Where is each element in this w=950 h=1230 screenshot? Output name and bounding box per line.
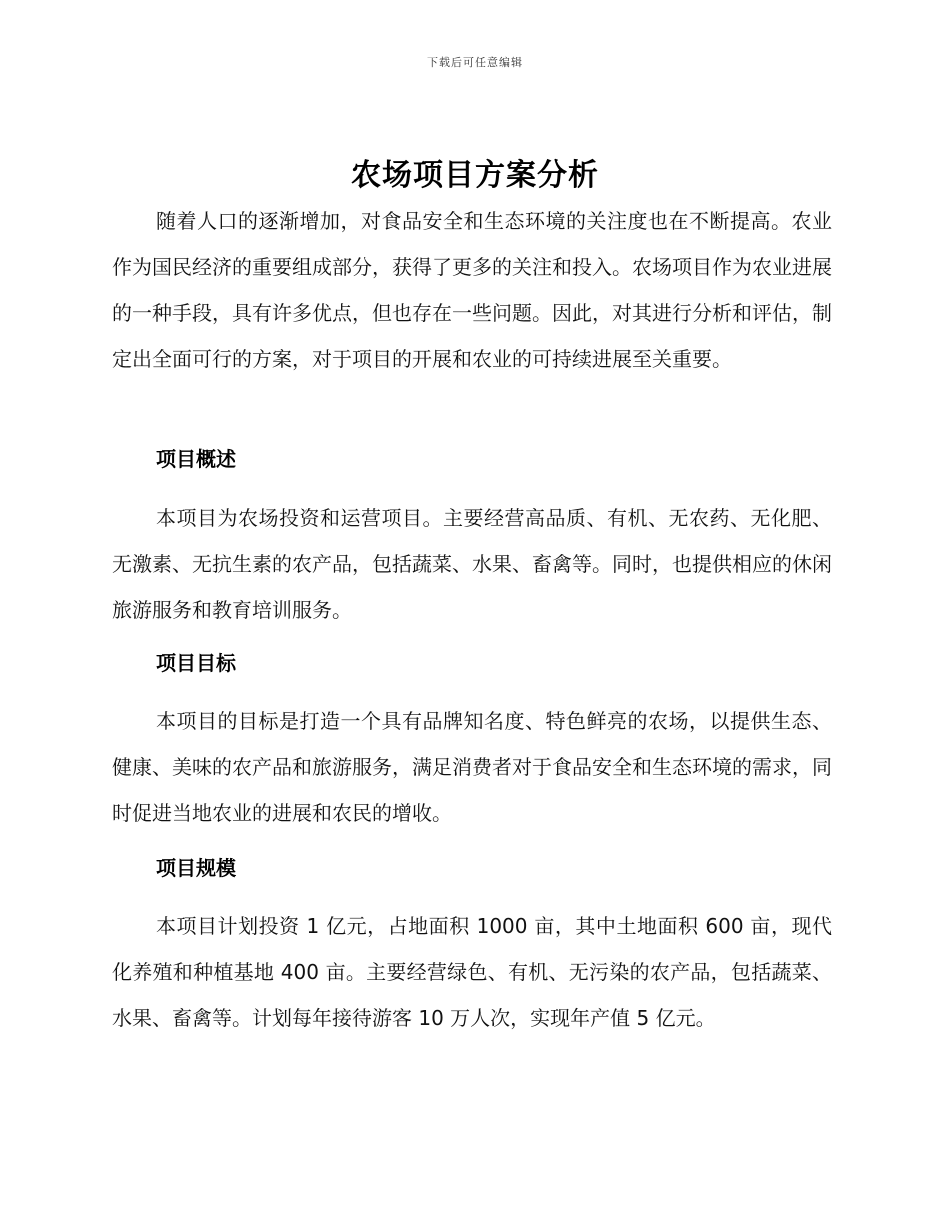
section-heading-goal: 项目目标	[156, 651, 236, 675]
section-paragraph-overview: 本项目为农场投资和运营项目。主要经营高品质、有机、无农药、无化肥、无激素、无抗生素的农产品，包括蔬菜、水果、畜禽等。同时，也提供相应的休闲旅游服务和教育培训服务。	[112, 506, 832, 622]
section-heading-scale: 项目规模	[156, 856, 236, 880]
intro-paragraph: 随着人口的逐渐增加，对食品安全和生态环境的关注度也在不断提高。农业作为国民经济的重要组成部分，获得了更多的关注和投入。农场项目作为农业进展的一种手段，具有许多优点，但也存在一些问题。因此，对其进行分析和评估，制定出全面可行的方案，对于项目的开展和农业的可持续进展至关重要。	[112, 209, 832, 371]
section-paragraph-scale: 本项目计划投资 1 亿元，占地面积 1000 亩，其中土地面积 600 亩，现代化养殖和种植基地 400 亩。主要经营绿色、有机、无污染的农产品，包括蔬菜、水果、畜禽等。计划每年接待游客 10 万人次，实现年产值 5 亿元。	[112, 914, 832, 1030]
document-title: 农场项目方案分析	[351, 158, 599, 193]
section-heading-overview: 项目概述	[156, 447, 236, 471]
header-note: 下载后可任意编辑	[427, 56, 523, 69]
section-paragraph-goal: 本项目的目标是打造一个具有品牌知名度、特色鲜亮的农场，以提供生态、健康、美味的农产品和旅游服务，满足消费者对于食品安全和生态环境的需求，同时促进当地农业的进展和农民的增收。	[112, 709, 832, 825]
